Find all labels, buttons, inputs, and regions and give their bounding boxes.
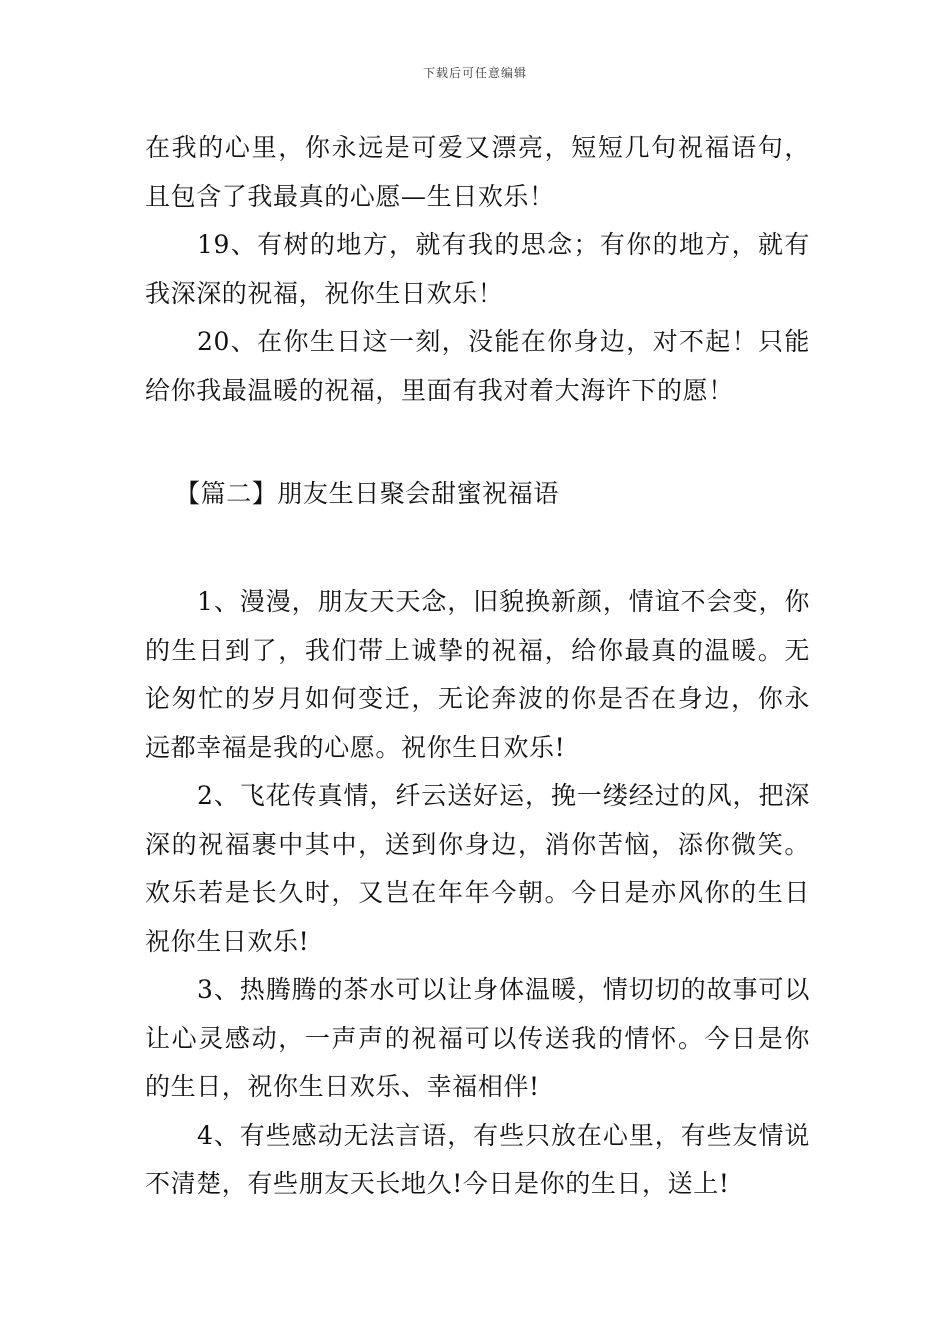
- paragraph-top-2: 20、在你生日这一刻，没能在你身边，对不起！只能给你我最温暖的祝福，里面有我对着大海许下的愿！: [145, 327, 810, 405]
- paragraph-bottom-3: 4、有些感动无法言语，有些只放在心里，有些友情说不清楚，有些朋友天长地久!今日是你的生日，送上!: [145, 1120, 810, 1198]
- paragraph-bottom-2: 3、热腾腾的茶水可以让身体温暖，情切切的故事可以让心灵感动，一声声的祝福可以传送我的情怀。今日是你的生日，祝你生日欢乐、幸福相伴!: [145, 975, 810, 1101]
- document-body: [145, 124, 810, 1209]
- paragraph-top-1: 19、有树的地方，就有我的思念；有你的地方，就有我深深的祝福，祝你生日欢乐！: [145, 230, 810, 308]
- paragraph-top-0: 在我的心里，你永远是可爱又漂亮，短短几句祝福语句，且包含了我最真的心愿—生日欢乐！: [145, 133, 810, 211]
- paragraph-bottom-1: 2、飞花传真情，纤云送好运，挽一缕经过的风，把深深的祝福裹中其中，送到你身边，消你苦恼，添你微笑。欢乐若是长久时，又岂在年年今朝。今日是亦风你的生日祝你生日欢乐!: [145, 781, 810, 956]
- paragraph-bottom-0: 1、漫漫，朋友天天念，旧貌换新颜，情谊不会变，你的生日到了，我们带上诚挚的祝福，给你最真的温暖。无论匆忙的岁月如何变迁，无论奔波的你是否在身边，你永远都幸福是我的心愿。祝你生日欢乐!: [145, 587, 810, 762]
- section-title: 【篇二】朋友生日聚会甜蜜祝福语: [175, 479, 560, 508]
- page-header-note: 下载后可任意编辑: [422, 66, 527, 80]
